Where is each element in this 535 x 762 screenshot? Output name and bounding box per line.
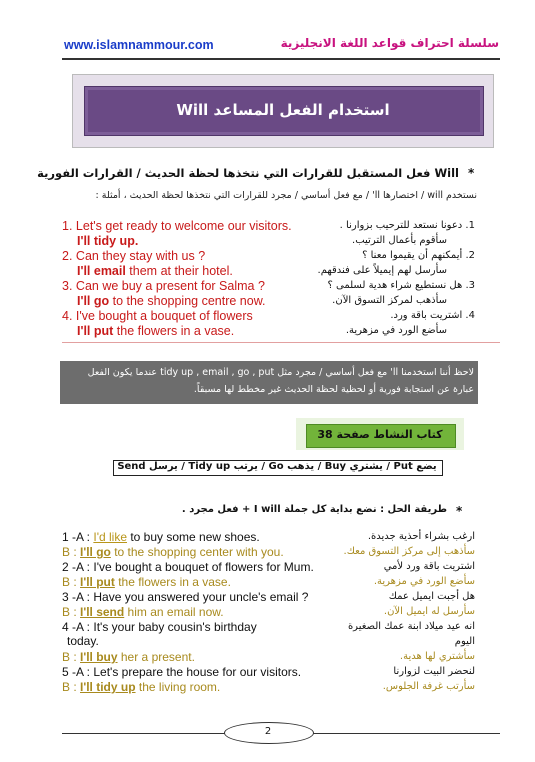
activity-4-answer: B : I'll buy her a present.	[62, 650, 195, 664]
activity-2-ar-answer: سأضع الورد في مزهرية.	[373, 576, 475, 587]
activity-2-ar-question: اشتريت باقة ورد لأمي	[383, 561, 475, 572]
lesson-title: استخدام الفعل المساعد Will	[176, 101, 390, 119]
example-1-ar-question: 1. دعونا نستعد للترحيب بزوارنا .	[339, 220, 475, 231]
activity-5-ar-question: لنحضر البيت لزوارنا	[393, 666, 475, 677]
activity-4-ar-question-cont: اليوم	[454, 636, 475, 647]
example-2-ar-question: 2. أيمكنهم أن يقيموا معنا ؟	[362, 250, 475, 261]
activity-tab-label: كتاب النشاط صفحة 38	[317, 428, 443, 441]
activity-5-ar-answer: سأرتب غرفة الجلوس.	[382, 681, 475, 692]
example-4-ar-question: 4. اشتريت باقة ورد.	[390, 310, 475, 321]
method-bullet: *	[456, 504, 463, 518]
example-3-ar-question: 3. هل نستطيع شراء هدية لسلمى ؟	[327, 280, 475, 291]
activity-4-question-cont: today.	[67, 634, 99, 648]
section-divider	[62, 342, 500, 343]
activity-3-question: 3 -A : Have you answered your uncle's email ?	[62, 590, 309, 604]
verbs-list: يضع Put / يشتري Buy / يذهب Go / يرتب Tidy up / يرسل Send	[117, 461, 437, 472]
page-number: 2	[264, 726, 272, 737]
activity-1-answer: B : I'll go to the shopping center with you.	[62, 545, 284, 559]
note-text: لاحظ أننا استخدمنا ll' مع فعل أساسي / مجرد مثل tidy up , email , go , put عندما يكون الفعل عبارة عن استجابة فورية أو لحظية لحظة الحديث غير مخطط لها مسبقاً.	[87, 367, 474, 395]
example-4-question: 4. I've bought a bouquet of flowers	[62, 309, 253, 323]
example-2-answer: I'll email them at their hotel.	[77, 264, 233, 278]
website-url: www.islamnammour.com	[64, 38, 214, 52]
example-2-question: 2. Can they stay with us ?	[62, 249, 206, 263]
activity-5-question: 5 -A : Let's prepare the house for our visitors.	[62, 665, 302, 679]
activity-4-ar-answer: سأشتري لها هدية.	[399, 651, 475, 662]
activity-4-ar-question: انه عيد ميلاد ابنة عمك الصغيرة	[347, 621, 475, 632]
activity-3-answer: B : I'll send him an email now.	[62, 605, 224, 619]
method-text: طريقة الحل : نضع بداية كل جملة I will + فعل مجرد .	[181, 504, 447, 515]
header-divider	[62, 58, 500, 60]
activity-5-answer: B : I'll tidy up the living room.	[62, 680, 221, 694]
section-bullet: *	[468, 166, 475, 180]
example-3-ar-answer: سأذهب لمركز التسوق الآن.	[332, 295, 447, 306]
example-3-answer: I'll go to the shopping centre now.	[77, 294, 266, 308]
section-title: Will فعل المستقبل للقرارات التي نتخذها لحظة الحديث / القرارات الفورية	[37, 166, 459, 180]
example-1-ar-answer: سأقوم بأعمال الترتيب.	[352, 235, 447, 246]
activity-2-question: 2 -A : I've bought a bouquet of flowers for Mum.	[62, 560, 314, 574]
example-1-question: 1. Let's get ready to welcome our visitors.	[62, 219, 292, 233]
activity-1-ar-question: ارغب بشراء أحذية جديدة.	[367, 531, 475, 542]
activity-3-ar-question: هل أجبت ايميل عمك	[388, 591, 475, 602]
activity-2-answer: B : I'll put the flowers in a vase.	[62, 575, 231, 589]
example-3-question: 3. Can we buy a present for Salma ?	[62, 279, 265, 293]
activity-3-ar-answer: سأرسل له ايميل الآن.	[383, 606, 475, 617]
example-2-ar-answer: سأرسل لهم إيميلاً على فندقهم.	[317, 265, 447, 276]
activity-1-question: 1 -A : I'd like to buy some new shoes.	[62, 530, 260, 544]
activity-1-ar-answer: سأذهب إلى مركز التسوق معك.	[343, 546, 475, 557]
activity-4-question: 4 -A : It's your baby cousin's birthday	[62, 620, 257, 634]
example-1-answer: I'll tidy up.	[77, 234, 139, 248]
intro-text: نستخدم will / اختصارها ll' / مع فعل أساسي / مجرد للقرارات التي نتخذها لحظة الحديث ، أمثلة :	[95, 190, 477, 201]
series-title: سلسلة احتراف قواعد اللغة الانجليزية	[280, 36, 499, 50]
example-4-answer: I'll put the flowers in a vase.	[77, 324, 235, 338]
example-4-ar-answer: سأضع الورد في مزهرية.	[345, 325, 447, 336]
